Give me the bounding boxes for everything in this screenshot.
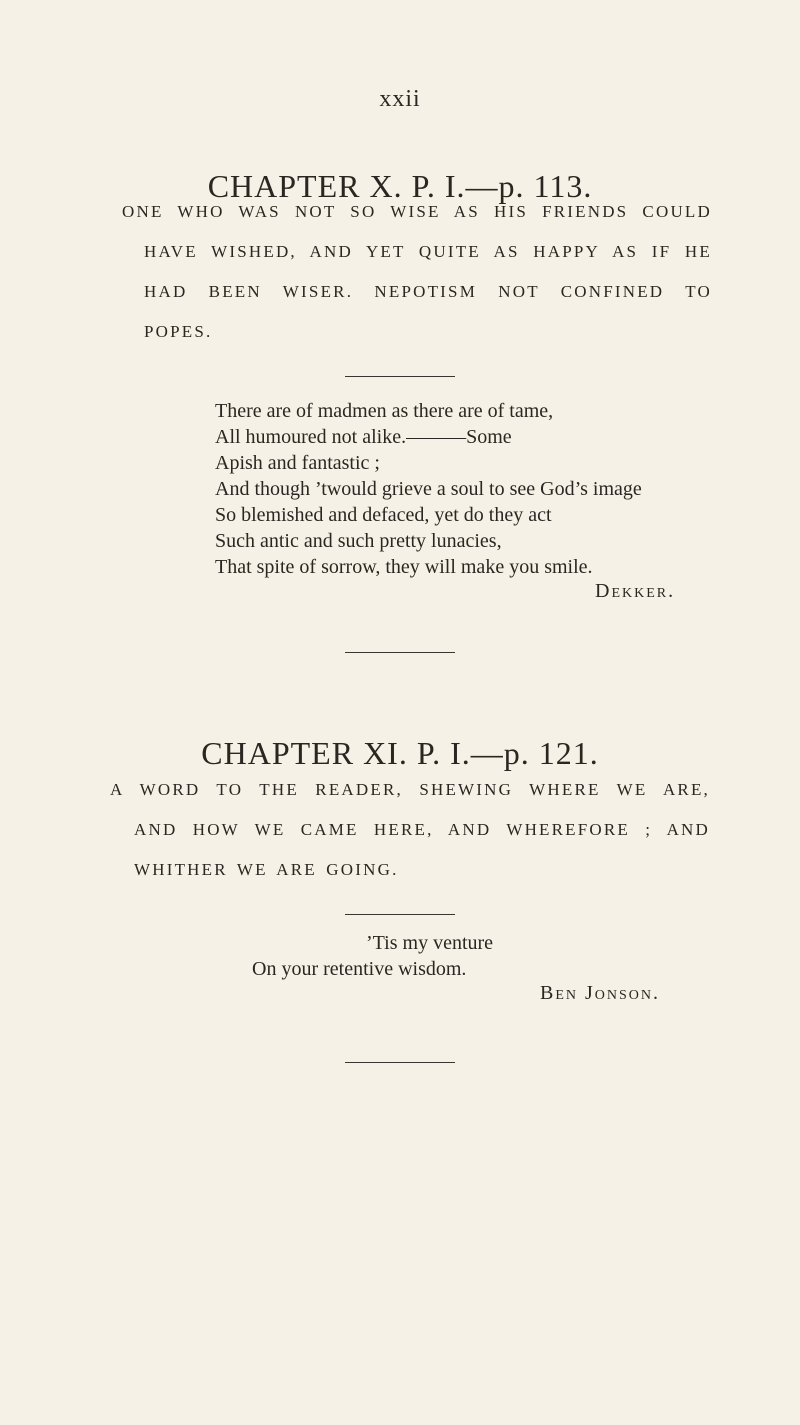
page-number: xxii <box>379 86 421 112</box>
chapter-x-epigraph <box>215 398 642 580</box>
section-divider <box>345 652 455 653</box>
chapter-xi-attribution: Ben Jonson. <box>540 982 661 1004</box>
summary-line: HAVE WISHED, AND YET QUITE AS HAPPY AS IF HE <box>144 242 712 261</box>
verse-line: That spite of sorrow, they will make you smile. <box>215 556 593 578</box>
chapter-xi-epigraph <box>252 930 493 982</box>
summary-line: HAD BEEN WISER. NEPOTISM NOT CONFINED TO <box>144 282 712 301</box>
summary-line: ONE WHO WAS NOT SO WISE AS HIS FRIENDS COULD <box>122 202 712 221</box>
verse-line: ’Tis my venture <box>366 932 494 954</box>
section-divider <box>345 914 455 915</box>
summary-line: AND HOW WE CAME HERE, AND WHEREFORE ; AND <box>134 820 710 839</box>
chapter-x-summary <box>122 172 712 352</box>
verse-line: There are of madmen as there are of tame, <box>215 400 554 422</box>
summary-line: A WORD TO THE READER, SHEWING WHERE WE ARE, <box>110 780 710 799</box>
verse-line: Apish and fantastic ; <box>215 452 380 474</box>
summary-line: WHITHER WE ARE GOING. <box>134 860 399 879</box>
chapter-xi-summary <box>110 770 710 890</box>
verse-line: So blemished and defaced, yet do they act <box>215 504 552 526</box>
verse-line: Such antic and such pretty lunacies, <box>215 530 502 552</box>
chapter-x-title: CHAPTER X. P. I.—p. 113. <box>207 168 593 204</box>
verse-line: All humoured not alike.———Some <box>215 426 512 448</box>
chapter-xi-title: CHAPTER XI. P. I.—p. 121. <box>201 735 599 771</box>
summary-line: POPES. <box>144 322 213 341</box>
section-divider <box>345 376 455 377</box>
section-divider <box>345 1062 455 1063</box>
verse-line: On your retentive wisdom. <box>252 958 467 980</box>
verse-line: And though ’twould grieve a soul to see God’s image <box>215 478 642 500</box>
chapter-x-attribution: Dekker. <box>595 580 676 602</box>
